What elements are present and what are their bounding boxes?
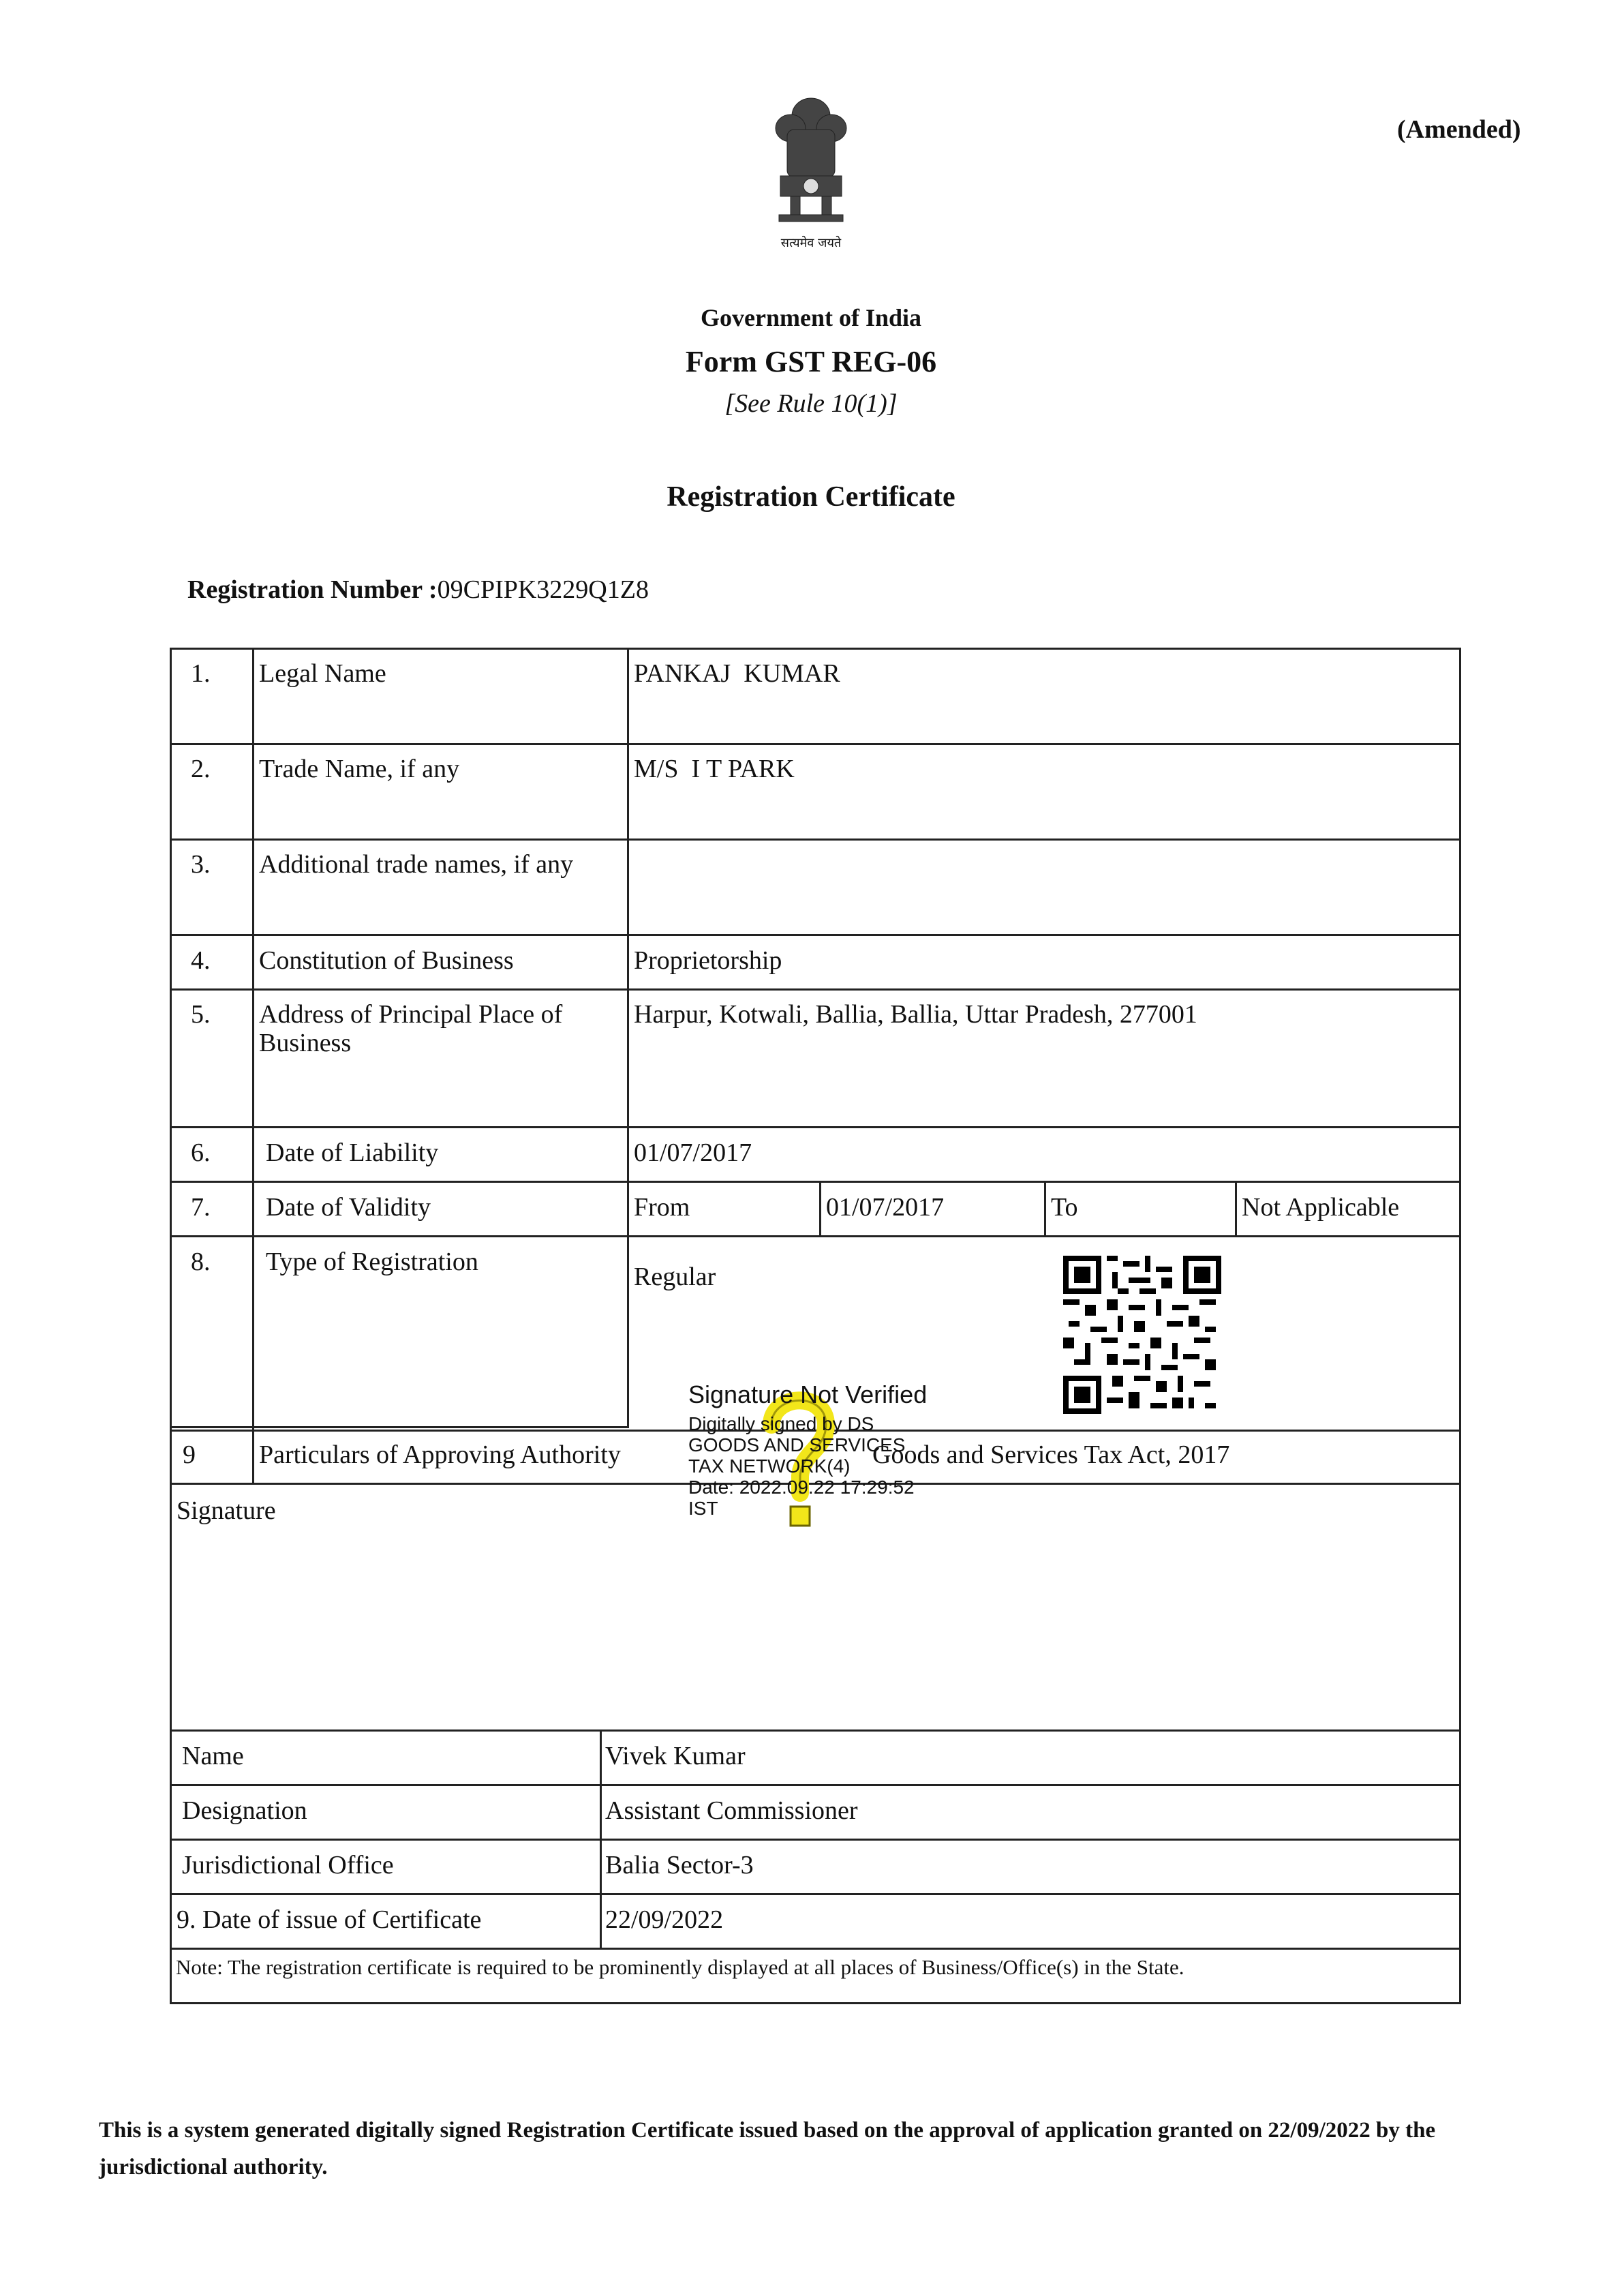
national-emblem-icon: [760, 89, 862, 259]
legal-name-value: PANKAJ KUMAR: [634, 659, 840, 688]
constitution-value: Proprietorship: [634, 946, 782, 975]
signature-line-2: GOODS AND SERVICES: [688, 1434, 906, 1455]
row-1-number: 1.: [191, 659, 211, 688]
signature-label: Signature: [177, 1496, 276, 1525]
rule-reference: [See Rule 10(1)]: [724, 389, 898, 418]
footer-statement: This is a system generated digitally signed Registration Certificate issued based on the approval of application granted on 22/09/2022 by the jurisdictional authority.: [99, 2118, 1436, 2179]
digital-signature-stamp: [688, 1380, 927, 1519]
additional-trade-names-label: Additional trade names, if any: [259, 850, 574, 879]
address-label: Address of Principal Place of Business: [259, 1000, 563, 1057]
date-of-issue-value: 22/09/2022: [605, 1905, 724, 1934]
jurisdictional-office-label: Jurisdictional Office: [182, 1851, 394, 1879]
approving-authority-label: Particulars of Approving Authority: [259, 1440, 621, 1469]
registration-number-label: Registration Number :: [187, 575, 438, 604]
emblem-motto: सत्यमेव जयते: [780, 236, 842, 250]
amended-label: (Amended): [1397, 115, 1521, 144]
display-note: Note: The registration certificate is required to be prominently displayed at all places of Business/Office(s) in the State.: [176, 1955, 1184, 1979]
row-6-number: 6.: [191, 1138, 211, 1167]
validity-from-value: 01/07/2017: [826, 1193, 945, 1222]
approving-authority-value: Goods and Services Tax Act, 2017: [872, 1440, 1230, 1469]
date-of-liability-label: Date of Liability: [266, 1138, 439, 1167]
signature-status: Signature Not Verified: [688, 1380, 928, 1408]
validity-to-label: To: [1051, 1193, 1078, 1222]
row-3-number: 3.: [191, 850, 211, 879]
row-7-number: 7.: [191, 1193, 211, 1222]
signature-line-5: IST: [688, 1498, 718, 1519]
row-4-number: 4.: [191, 946, 211, 975]
type-of-registration-value: Regular: [634, 1263, 716, 1291]
address-value: Harpur, Kotwali, Ballia, Ballia, Uttar Pradesh, 277001: [634, 1000, 1197, 1029]
validity-from-label: From: [634, 1193, 690, 1222]
designation-label: Designation: [182, 1796, 307, 1825]
designation-value: Assistant Commissioner: [605, 1796, 858, 1825]
type-of-registration-label: Type of Registration: [266, 1248, 478, 1276]
validity-to-value: Not Applicable: [1242, 1193, 1400, 1222]
form-name: Form GST REG-06: [685, 345, 937, 378]
registration-number-value: 09CPIPK3229Q1Z8: [437, 575, 649, 604]
trade-name-label: Trade Name, if any: [259, 755, 460, 783]
row-5-number: 5.: [191, 1000, 211, 1029]
certificate-title: Registration Certificate: [667, 481, 955, 513]
row-8-number: 8.: [191, 1248, 211, 1276]
government-heading: Government of India: [701, 304, 921, 331]
date-of-liability-value: 01/07/2017: [634, 1138, 752, 1167]
signature-line-4: Date: 2022.09.22 17:29:52: [688, 1477, 915, 1498]
qr-code-icon: [1063, 1256, 1221, 1414]
registration-number-line: [187, 575, 649, 605]
date-of-issue-label: 9. Date of issue of Certificate: [177, 1905, 482, 1934]
row-2-number: 2.: [191, 755, 211, 783]
row-9-number: 9: [183, 1440, 196, 1469]
legal-name-label: Legal Name: [259, 659, 386, 688]
date-of-validity-label: Date of Validity: [266, 1193, 431, 1222]
constitution-label: Constitution of Business: [259, 946, 514, 975]
name-label: Name: [182, 1742, 244, 1770]
jurisdictional-office-value: Balia Sector-3: [605, 1851, 754, 1879]
signature-line-3: TAX NETWORK(4): [688, 1455, 851, 1477]
name-value: Vivek Kumar: [605, 1742, 746, 1770]
trade-name-value: M/S I T PARK: [634, 755, 795, 783]
signature-line-1: Digitally signed by DS: [688, 1413, 874, 1434]
